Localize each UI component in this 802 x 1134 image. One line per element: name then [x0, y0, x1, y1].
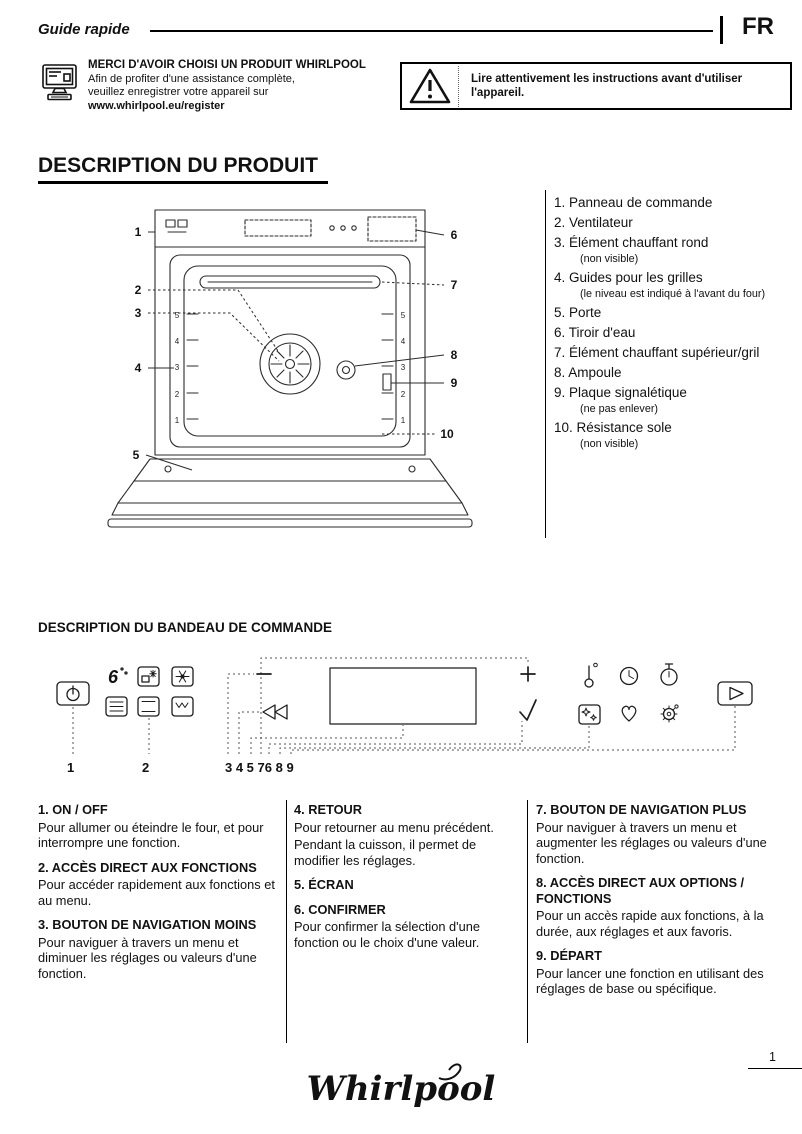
- list-item: 2. Ventilateur: [554, 215, 633, 230]
- svg-text:7: 7: [450, 278, 458, 292]
- svg-text:8: 8: [450, 348, 458, 362]
- register-url: www.whirlpool.eu/register: [88, 99, 225, 112]
- rating-plate: [383, 374, 391, 390]
- svg-text:2: 2: [134, 283, 142, 297]
- list-item: 4. Guides pour les grilles: [554, 270, 703, 285]
- oven-diagram: [80, 192, 540, 544]
- warning-box: [400, 62, 792, 110]
- panel-callout-2: 2: [142, 760, 150, 775]
- control-desc: Pendant la cuisson, il permet de modifier les réglages.: [294, 837, 477, 868]
- register-line1: Afin de profiter d'une assistance complète,: [88, 72, 295, 85]
- svg-text:4: 4: [400, 337, 406, 346]
- oven-door: [108, 459, 472, 527]
- control-heading: 6. CONFIRMER: [294, 901, 386, 917]
- svg-text:1: 1: [174, 416, 180, 425]
- svg-text:10: 10: [440, 427, 454, 441]
- control-desc: Pour confirmer la sélection d'une fonction ou le choix d'une valeur.: [294, 919, 480, 950]
- svg-text:9: 9: [450, 376, 458, 390]
- control-heading: 5. ÉCRAN: [294, 877, 354, 892]
- control-desc: Pour un accès rapide aux fonctions, à la durée, aux réglages et aux favoris.: [536, 908, 764, 939]
- panel-section-title: DESCRIPTION DU BANDEAU DE COMMANDE: [38, 620, 333, 635]
- svg-text:5: 5: [400, 311, 406, 320]
- controls-column-1: [38, 802, 278, 983]
- register-device-icon: [40, 63, 80, 108]
- control-desc: Pour accéder rapidement aux fonctions et au menu.: [38, 877, 275, 908]
- svg-text:6: 6: [450, 228, 458, 242]
- list-item: 8. Ampoule: [554, 365, 622, 380]
- start-icon: [718, 682, 752, 705]
- list-item: 10. Résistance sole: [554, 420, 672, 435]
- conventional-heat-icon: [138, 697, 159, 716]
- panel-callout-1: 1: [67, 760, 75, 775]
- control-heading: 2. ACCÈS DIRECT AUX FONCTIONS: [38, 859, 257, 875]
- product-section-rule: [38, 181, 328, 184]
- control-desc: Pour naviguer à travers un menu et diminuer les réglages ou valeurs d'une fonction.: [38, 934, 257, 981]
- thermometer-icon: [585, 663, 597, 687]
- product-section-title: DESCRIPTION DU PRODUIT: [38, 154, 319, 177]
- doc-title: Guide rapide: [38, 21, 130, 38]
- oven-control-panel: [155, 210, 425, 247]
- controls-column-2: [294, 802, 520, 952]
- list-item-note: (non visible): [580, 253, 639, 265]
- display-screen: [330, 668, 476, 724]
- list-divider: [545, 190, 546, 538]
- column-divider: [527, 800, 528, 1043]
- svg-text:1: 1: [134, 225, 142, 239]
- svg-text:4: 4: [174, 337, 180, 346]
- assisted-mode-icon: [138, 667, 159, 686]
- list-item-note: (non visible): [580, 438, 639, 450]
- page-number: 1: [769, 1050, 776, 1064]
- language-divider: [720, 16, 723, 44]
- svg-text:3: 3: [400, 363, 406, 372]
- water-drawer: [368, 217, 416, 241]
- control-heading: 7. BOUTON DE NAVIGATION PLUS: [536, 802, 747, 817]
- oven-lamp: [337, 361, 355, 379]
- control-heading: 1. ON / OFF: [38, 802, 108, 817]
- panel-callout-group: 3 4 5 76 8 9: [225, 760, 294, 775]
- svg-text:4: 4: [134, 361, 142, 375]
- language-code: FR: [742, 13, 774, 40]
- warning-text: Lire attentivement les instructions avant d'utiliser l'appareil.: [458, 66, 770, 107]
- page-number-rule: [748, 1068, 802, 1069]
- fan: [260, 334, 320, 394]
- svg-text:2: 2: [174, 390, 180, 399]
- control-desc: Pour lancer une fonction en utilisant des réglages de base ou spécifique.: [536, 965, 764, 996]
- svg-text:5: 5: [174, 311, 180, 320]
- register-text: [88, 59, 393, 113]
- menu-icon: [106, 697, 127, 716]
- svg-text:1: 1: [400, 416, 406, 425]
- brand-logo: [271, 1058, 531, 1125]
- header-rule: [150, 30, 713, 32]
- brand-wordmark: Whirlpool: [306, 1069, 496, 1109]
- list-item-note: (ne pas enlever): [580, 403, 659, 415]
- svg-text:5: 5: [132, 448, 140, 462]
- power-icon: [57, 682, 89, 705]
- timer-icon: [661, 664, 677, 685]
- control-desc: Pour allumer ou éteindre le four, et pour interrompre une fonction.: [38, 819, 264, 850]
- settings-gear-icon: [661, 705, 678, 722]
- register-line2: veuillez enregistrer votre appareil sur: [88, 86, 269, 98]
- list-item: 3. Élément chauffant rond: [554, 235, 709, 250]
- grill-icon: [172, 697, 193, 716]
- control-heading: 9. DÉPART: [536, 948, 602, 963]
- list-item: 6. Tiroir d'eau: [554, 325, 636, 340]
- warning-triangle-icon: [402, 66, 458, 106]
- control-heading: 3. BOUTON DE NAVIGATION MOINS: [38, 917, 257, 932]
- fan-mode-icon: [172, 667, 193, 686]
- back-icon: [263, 705, 287, 719]
- list-item: 9. Plaque signalétique: [554, 385, 687, 400]
- list-item: 5. Porte: [554, 305, 602, 320]
- controls-column-3: [536, 802, 788, 999]
- control-heading: 4. RETOUR: [294, 802, 363, 817]
- list-item: 1. Panneau de commande: [554, 195, 713, 210]
- register-title: MERCI D'AVOIR CHOISI UN PRODUIT WHIRLPOOL: [88, 59, 366, 71]
- list-item-note: (le niveau est indiqué à l'avant du four): [580, 288, 766, 300]
- control-panel-diagram: [42, 650, 772, 790]
- svg-text:3: 3: [134, 306, 142, 320]
- list-item: 7. Élément chauffant supérieur/gril: [554, 345, 760, 360]
- grill-element: [200, 276, 380, 288]
- options-icon: [579, 705, 600, 724]
- control-desc: Pour naviguer à travers un menu et augmenter les réglages ou valeurs d'une fonction.: [536, 819, 767, 866]
- clock-icon: [621, 668, 638, 685]
- sixth-sense-glyph: 6: [108, 667, 119, 687]
- sixth-sense-icon: [121, 668, 127, 674]
- favorites-heart-icon: [622, 706, 636, 721]
- svg-text:2: 2: [400, 390, 406, 399]
- control-heading: 8. ACCÈS DIRECT AUX OPTIONS / FONCTIONS: [536, 875, 745, 906]
- plus-icon: [521, 667, 535, 681]
- control-desc: Pour retourner au menu précédent.: [294, 819, 494, 835]
- column-divider: [286, 800, 287, 1043]
- product-parts-list: [554, 194, 794, 454]
- svg-text:3: 3: [174, 363, 180, 372]
- confirm-check-icon: [520, 700, 536, 720]
